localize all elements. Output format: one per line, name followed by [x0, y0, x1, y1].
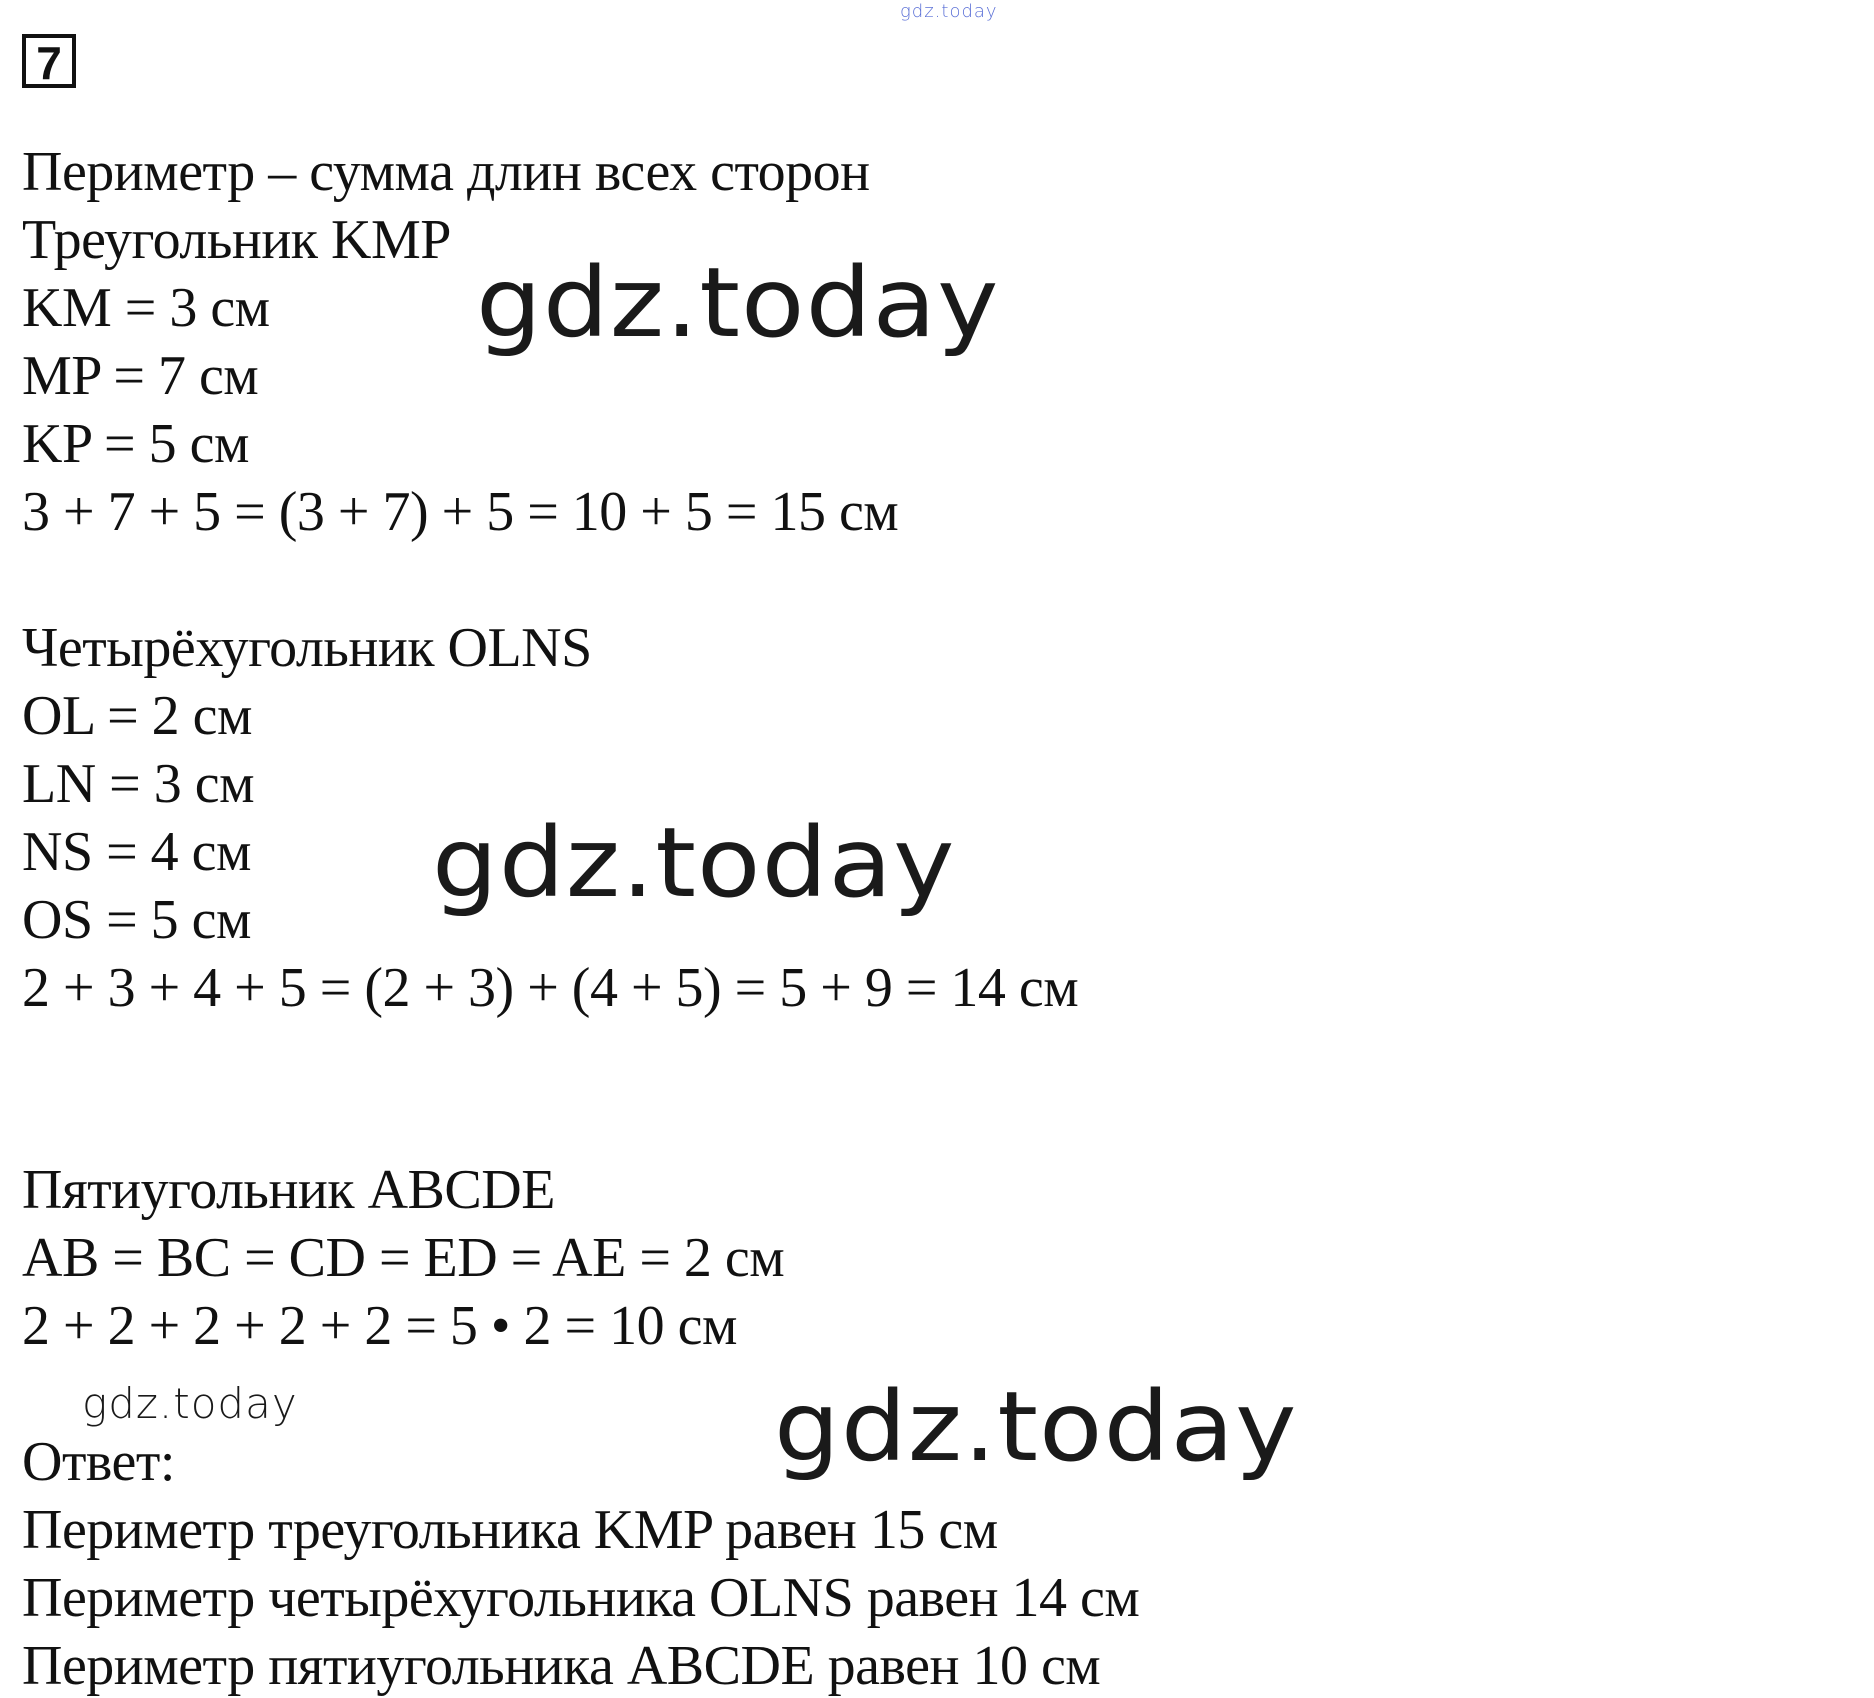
triangle-side-km: KM = 3 см [22, 277, 270, 339]
quadrilateral-side-ln: LN = 3 см [22, 753, 255, 815]
pentagon-sides: AB = BC = CD = ED = AE = 2 см [22, 1227, 785, 1289]
watermark-top: gdz.today [900, 1, 998, 22]
triangle-side-kp: KP = 5 см [22, 413, 249, 475]
quadrilateral-calculation: 2 + 3 + 4 + 5 = (2 + 3) + (4 + 5) = 5 + 9 = 14 см [22, 957, 1079, 1019]
task-number-box: 7 [22, 34, 76, 88]
answer-label: Ответ: [22, 1431, 175, 1493]
watermark-2: gdz.today [432, 807, 956, 919]
quadrilateral-title: Четырёхугольник OLNS [22, 617, 592, 679]
quadrilateral-side-os: OS = 5 см [22, 889, 251, 951]
triangle-calculation: 3 + 7 + 5 = (3 + 7) + 5 = 10 + 5 = 15 см [22, 481, 899, 543]
watermark-3: gdz.today [82, 1379, 298, 1428]
watermark-4: gdz.today [774, 1371, 1298, 1483]
answer-line-quadrilateral: Периметр четырёхугольника OLNS равен 14 см [22, 1567, 1140, 1629]
triangle-side-mp: MP = 7 см [22, 345, 259, 407]
answer-line-triangle: Периметр треугольника KMP равен 15 см [22, 1499, 998, 1561]
quadrilateral-side-ol: OL = 2 см [22, 685, 252, 747]
intro-definition: Периметр – сумма длин всех сторон [22, 141, 870, 203]
quadrilateral-side-ns: NS = 4 см [22, 821, 251, 883]
pentagon-calculation: 2 + 2 + 2 + 2 + 2 = 5 • 2 = 10 см [22, 1295, 737, 1357]
pentagon-title: Пятиугольник ABCDE [22, 1159, 555, 1221]
answer-line-pentagon: Периметр пятиугольника ABCDE равен 10 см [22, 1635, 1101, 1697]
triangle-title: Треугольник KMP [22, 209, 451, 271]
watermark-1: gdz.today [476, 247, 1000, 359]
